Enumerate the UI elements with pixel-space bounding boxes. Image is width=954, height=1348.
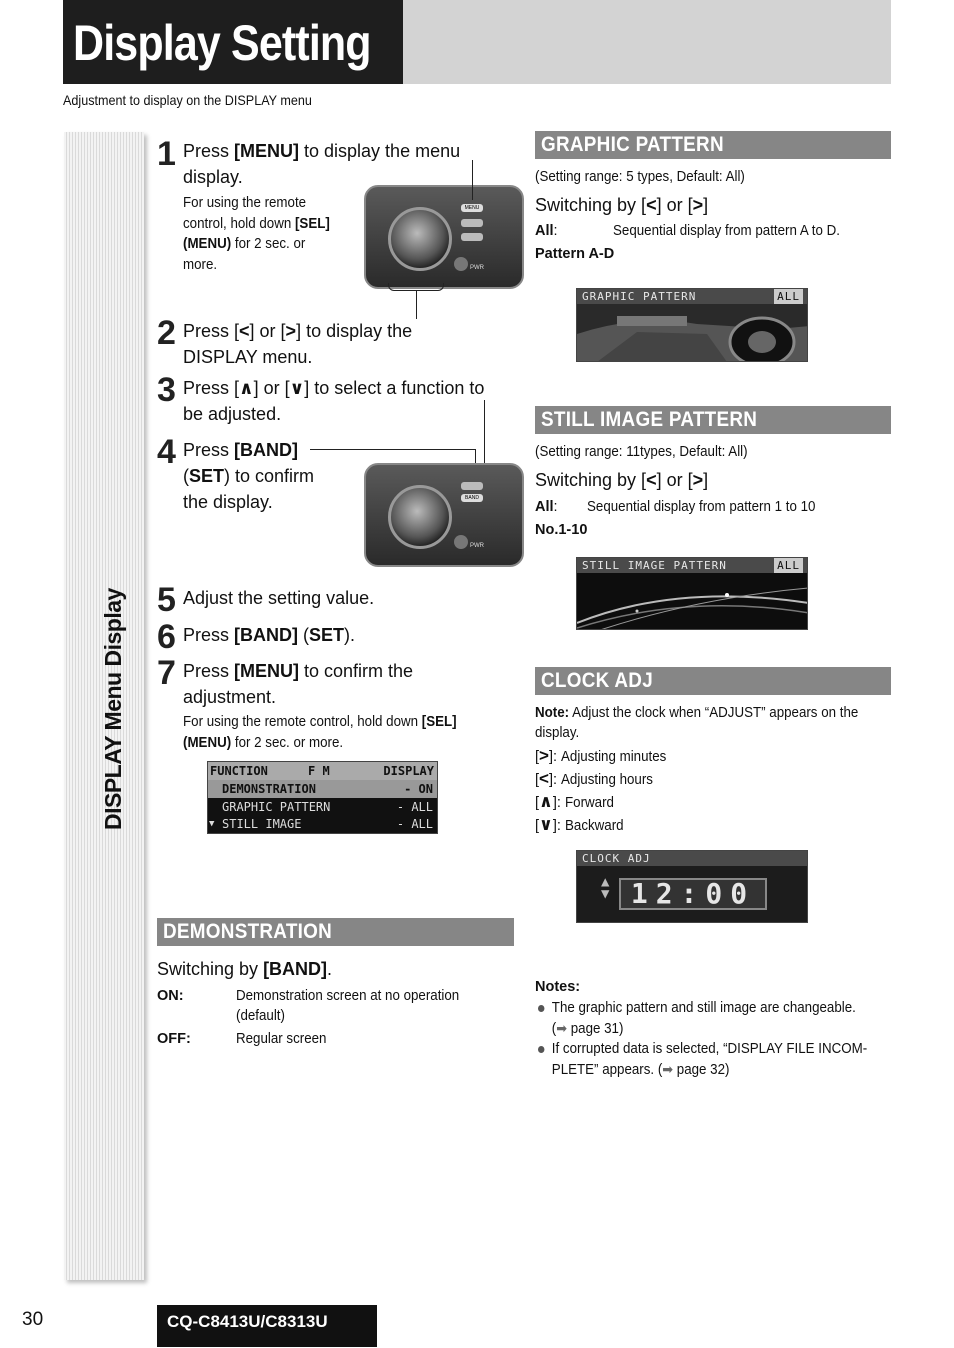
race-car-graphic bbox=[577, 304, 808, 362]
lcd-title-bar: CLOCK ADJ bbox=[577, 851, 807, 866]
button-shape bbox=[461, 233, 483, 241]
callout-line bbox=[310, 449, 476, 450]
page-subtitle: Adjustment to display on the DISPLAY menu bbox=[63, 92, 312, 108]
graphic-pattern-range: (Setting range: 5 types, Default: All) bbox=[535, 169, 745, 185]
step-3-text: Press [∧] or [∨] to select a function to be adjusted. bbox=[183, 378, 485, 424]
bullet-icon bbox=[538, 1046, 544, 1053]
head-unit-image bbox=[364, 463, 524, 567]
step-6-text: Press [BAND] (SET). bbox=[183, 625, 356, 645]
step-2-text: Press [<] or [>] to display the DISPLAY menu. bbox=[183, 321, 413, 367]
step-number: 5 bbox=[157, 581, 176, 619]
step-number: 2 bbox=[157, 314, 176, 352]
pwr-label: PWR bbox=[470, 543, 484, 549]
button-shape bbox=[461, 482, 483, 490]
note-item: The graphic pattern and still image are changeable. (➡ page 31) bbox=[538, 998, 856, 1039]
clock-control-forward: [∧]: Forward bbox=[535, 792, 614, 811]
volume-knob bbox=[388, 207, 452, 271]
up-down-arrows-icon: ▲ ▼ bbox=[601, 874, 610, 902]
demonstration-heading: DEMONSTRATION bbox=[157, 918, 514, 946]
step-1-note: For using the remote control, hold down [SEL] (MENU) for 2 sec. or more. bbox=[183, 195, 330, 273]
step-number: 1 bbox=[157, 135, 176, 173]
clock-adj-heading: CLOCK ADJ bbox=[535, 667, 891, 695]
step-number: 4 bbox=[157, 433, 176, 471]
lcd-row-still-image: ▼ STILL IMAGE - ALL bbox=[209, 817, 433, 831]
volume-knob bbox=[388, 485, 452, 549]
lcd-row-graphic-pattern: GRAPHIC PATTERN - ALL bbox=[222, 800, 433, 814]
demo-option-on-desc: Demonstration screen at no operation (default) bbox=[236, 988, 460, 1024]
still-image-lcd bbox=[576, 557, 808, 630]
pwr-label: PWR bbox=[470, 265, 484, 271]
bullet-icon bbox=[538, 1005, 544, 1012]
clock-adj-lcd bbox=[576, 850, 808, 923]
arrow-right-icon: ➡ bbox=[662, 1061, 674, 1077]
step-number: 6 bbox=[157, 618, 176, 656]
clock-adj-note: Note: Adjust the clock when “ADJUST” appears on the display. bbox=[535, 705, 859, 741]
graphic-pattern-lcd bbox=[576, 288, 808, 362]
still-image-range: (Setting range: 11types, Default: All) bbox=[535, 444, 748, 460]
step-number: 7 bbox=[157, 654, 176, 692]
notes-heading: Notes: bbox=[535, 979, 581, 995]
still-image-all: All: bbox=[535, 499, 558, 515]
clock-control-hours: [<]: Adjusting hours bbox=[535, 769, 654, 788]
sel-button bbox=[454, 535, 468, 549]
button-shape bbox=[461, 219, 483, 227]
step-1-text: Press [MENU] to display the menu display. bbox=[183, 141, 461, 187]
lcd-value-all: ALL bbox=[774, 289, 803, 304]
note-item: If corrupted data is selected, “DISPLAY FILE INCOM- PLETE” appears. (➡ page 32) bbox=[538, 1039, 867, 1080]
menu-button-label: MENU bbox=[461, 204, 483, 212]
clock-time-display: 12:00 bbox=[619, 878, 767, 910]
clock-control-backward: [∨]: Backward bbox=[535, 815, 624, 834]
demonstration-switch: Switching by [BAND]. bbox=[157, 959, 333, 979]
clock-control-minutes: [>]: Adjusting minutes bbox=[535, 746, 667, 765]
lcd-row-demonstration: DEMONSTRATION - ON bbox=[208, 780, 437, 798]
callout-line bbox=[416, 291, 417, 319]
page-title: Display Setting bbox=[73, 15, 371, 71]
demo-option-on-key: ON: bbox=[157, 988, 184, 1004]
side-tab-label: DISPLAY Menu Display bbox=[100, 588, 126, 830]
still-image-number-label: No.1-10 bbox=[535, 522, 588, 538]
scroll-down-icon: ▼ bbox=[209, 819, 215, 829]
lcd-title-bar: GRAPHIC PATTERN ALL bbox=[577, 289, 807, 304]
step-number: 3 bbox=[157, 371, 176, 409]
sel-button bbox=[454, 257, 468, 271]
callout-line bbox=[472, 160, 473, 200]
function-menu-lcd bbox=[207, 761, 438, 834]
demo-option-off-desc: Regular screen bbox=[236, 1031, 327, 1047]
step-7-text: Press [MENU] to confirm the adjustment. bbox=[183, 661, 414, 707]
lcd-header: FUNCTION F M DISPLAY bbox=[208, 762, 437, 780]
step-7-note: For using the remote control, hold down [SEL] (MENU) for 2 sec. or more. bbox=[183, 714, 457, 751]
head-unit-image bbox=[364, 185, 524, 289]
still-image-heading: STILL IMAGE PATTERN bbox=[535, 406, 891, 434]
lcd-title-bar: STILL IMAGE PATTERN ALL bbox=[577, 558, 807, 573]
arrow-right-icon: ➡ bbox=[556, 1020, 568, 1036]
graphic-pattern-range-label: Pattern A-D bbox=[535, 246, 615, 262]
graphic-pattern-all: All: bbox=[535, 223, 558, 239]
callout-bracket bbox=[388, 283, 444, 291]
step-5-text: Adjust the setting value. bbox=[183, 588, 375, 608]
band-button-label: BAND bbox=[461, 494, 483, 502]
page-number: 30 bbox=[22, 1309, 44, 1330]
light-streak-graphic bbox=[577, 573, 808, 630]
demo-option-off-key: OFF: bbox=[157, 1031, 191, 1047]
graphic-pattern-heading: GRAPHIC PATTERN bbox=[535, 131, 891, 159]
still-image-switch: Switching by [<] or [>] bbox=[535, 470, 709, 490]
graphic-pattern-all-desc: Sequential display from pattern A to D. bbox=[613, 223, 840, 239]
step-4-text: Press [BAND] (SET) to confirm the display. bbox=[183, 440, 315, 512]
graphic-pattern-switch: Switching by [<] or [>] bbox=[535, 195, 709, 215]
still-image-all-desc: Sequential display from pattern 1 to 10 bbox=[587, 499, 816, 515]
lcd-value-all: ALL bbox=[774, 558, 803, 573]
model-number: CQ-C8413U/C8313U bbox=[157, 1305, 377, 1347]
